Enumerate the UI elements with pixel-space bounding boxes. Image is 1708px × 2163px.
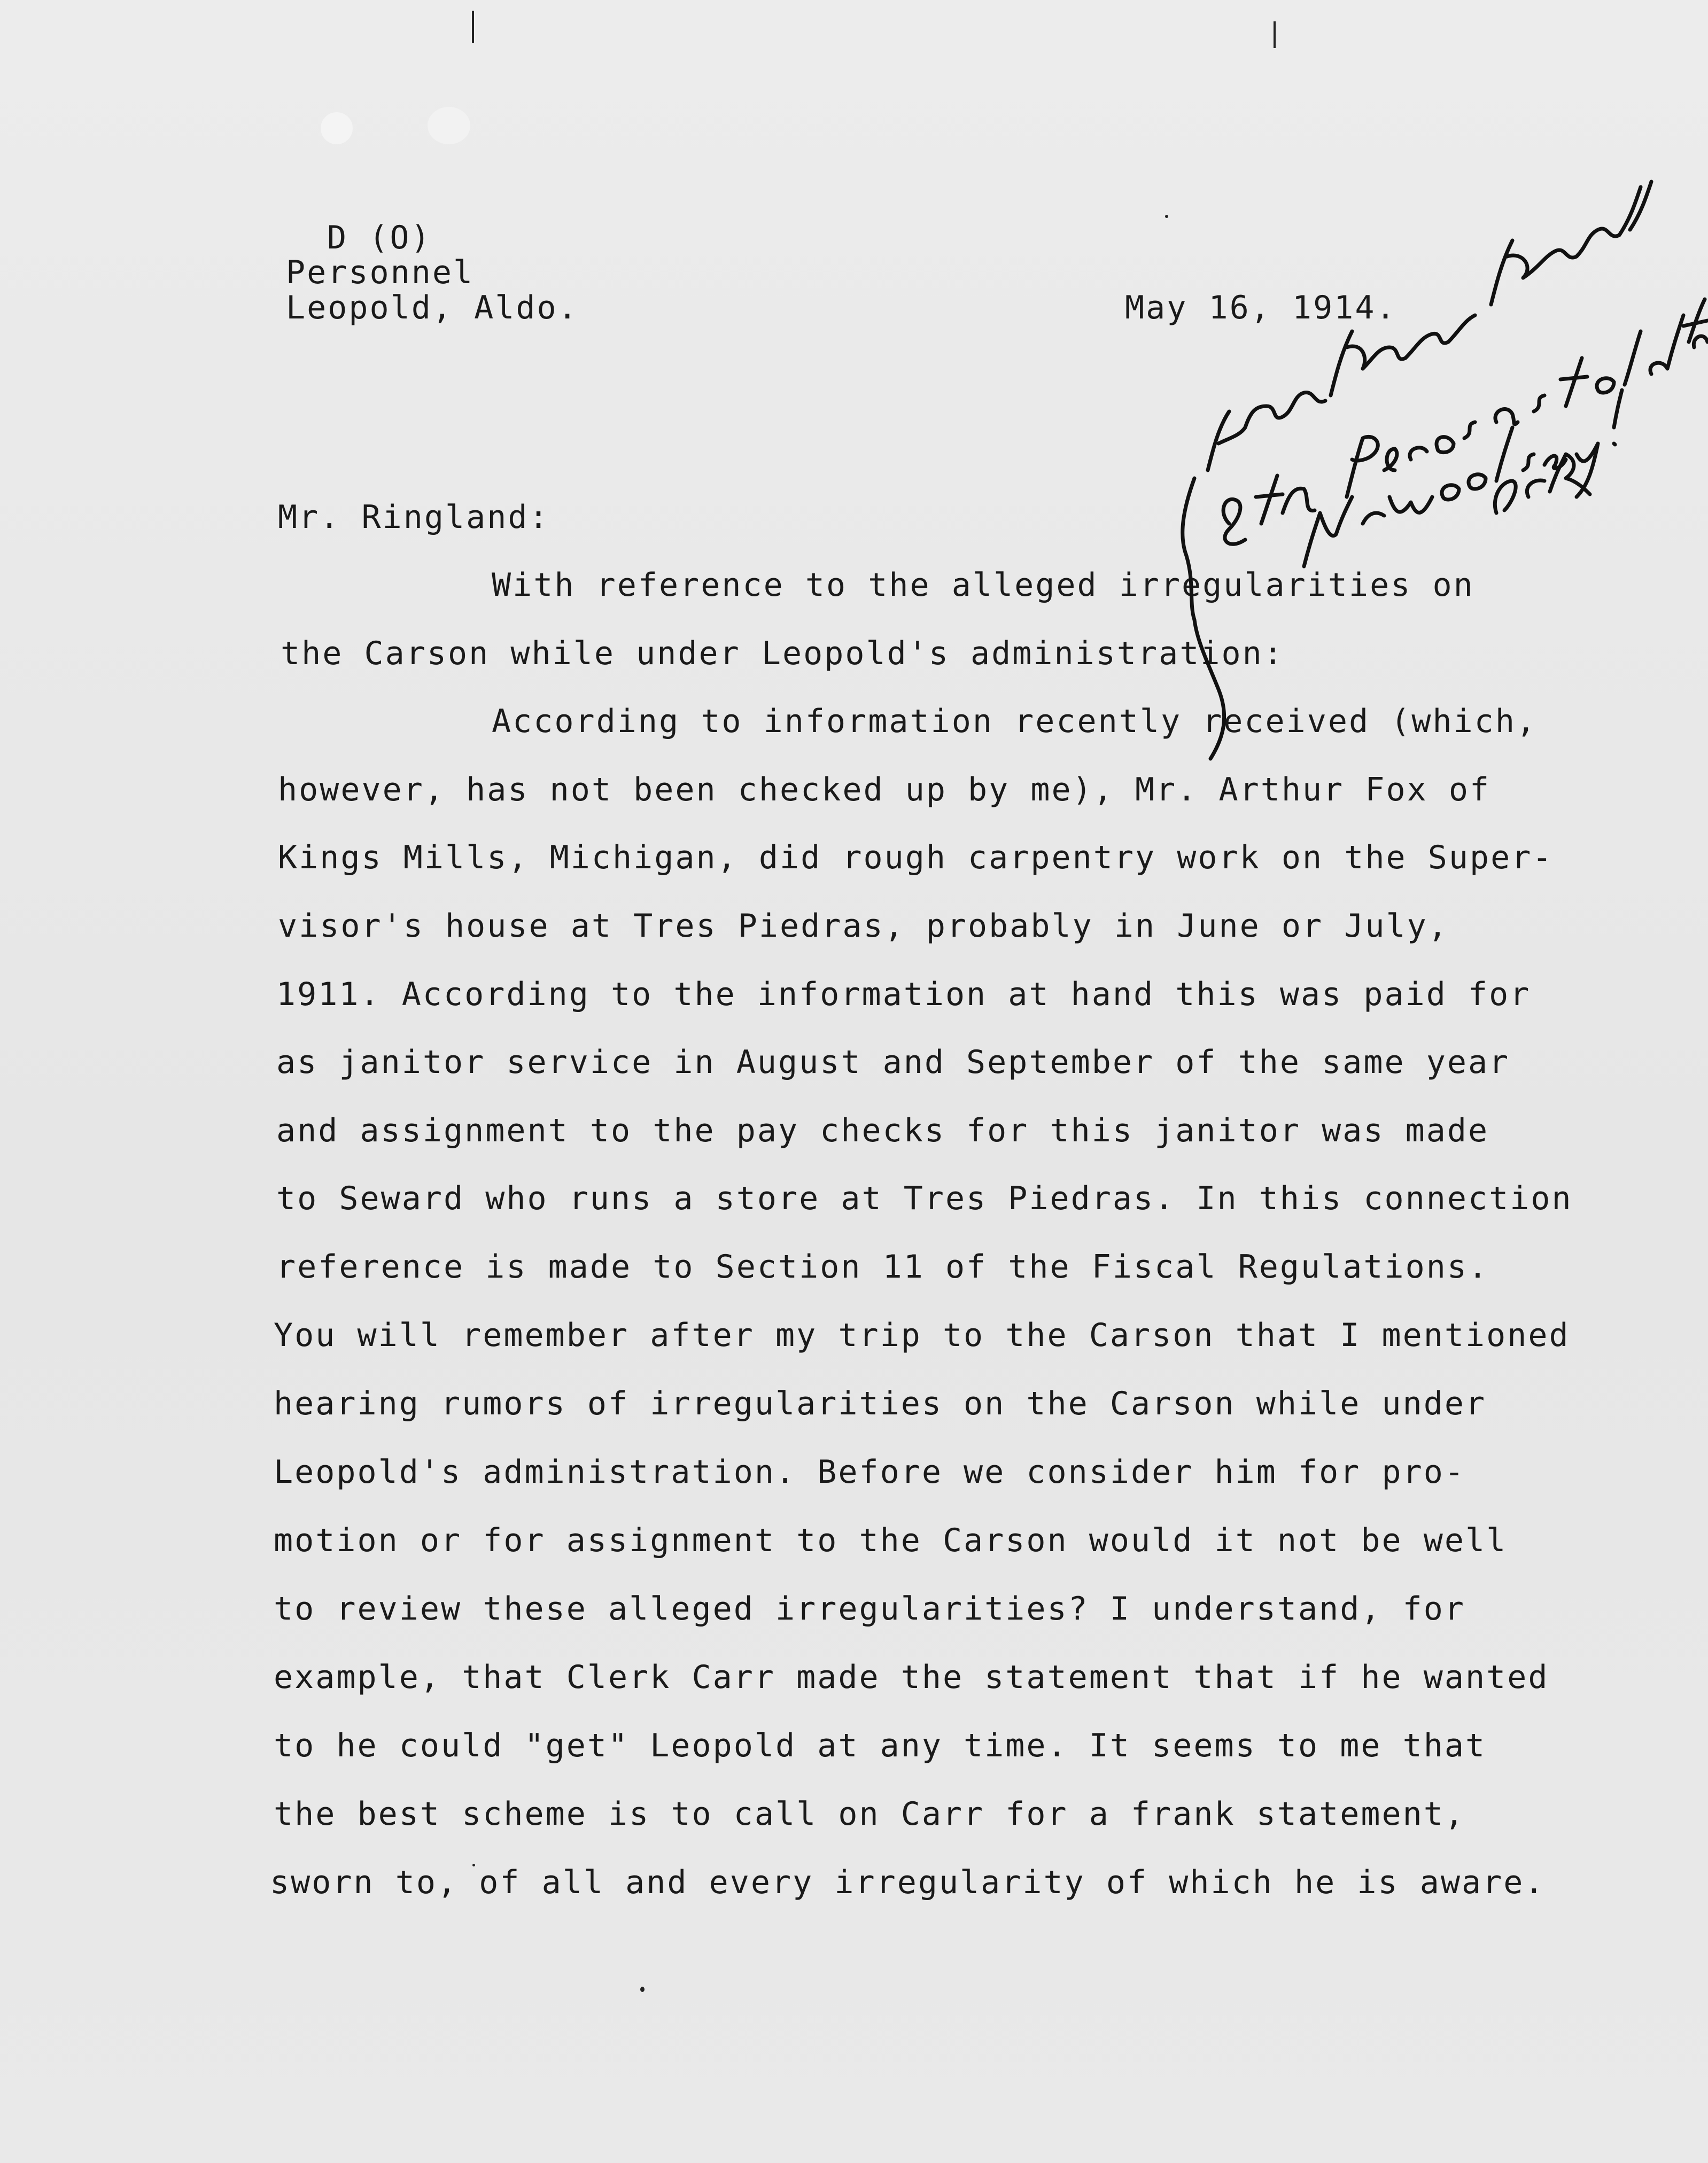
body-line: to he could "get" Leopold at any time. It seems to me that bbox=[274, 1727, 1487, 1764]
file-category: Personnel bbox=[286, 254, 475, 291]
body-line: and assignment to the pay checks for this janitor was made bbox=[276, 1112, 1489, 1149]
body-line: motion or for assignment to the Carson would it not be well bbox=[274, 1522, 1508, 1559]
body-line: the Carson while under Leopold's administration: bbox=[281, 635, 1284, 672]
file-subject: Leopold, Aldo. bbox=[286, 289, 579, 326]
body-line: example, that Clerk Carr made the statement that if he wanted bbox=[274, 1659, 1549, 1696]
body-line: however, has not been checked up by me), Mr. Arthur Fox of bbox=[278, 771, 1491, 808]
body-line: 1911. According to the information at hand this was paid for bbox=[276, 976, 1531, 1013]
letter-date: May 16, 1914. bbox=[1125, 289, 1397, 326]
body-line: With reference to the alleged irregularities on bbox=[492, 566, 1474, 604]
body-line: to Seward who runs a store at Tres Piedras. In this connection bbox=[276, 1180, 1573, 1217]
body-line: reference is made to Section 11 of the Fiscal Regulations. bbox=[276, 1248, 1489, 1286]
body-line: the best scheme is to call on Carr for a frank statement, bbox=[274, 1795, 1466, 1833]
body-line: You will remember after my trip to the Carson that I mentioned bbox=[274, 1317, 1570, 1354]
body-line: Leopold's administration. Before we consider him for pro- bbox=[274, 1453, 1466, 1491]
salutation: Mr. Ringland: bbox=[278, 499, 550, 536]
body-line: to review these alleged irregularities? I understand, for bbox=[274, 1590, 1466, 1628]
body-line: hearing rumors of irregularities on the Carson while under bbox=[274, 1385, 1487, 1422]
file-code: D (O) bbox=[327, 219, 432, 256]
body-line: visor's house at Tres Piedras, probably in June or July, bbox=[278, 907, 1449, 945]
body-line: Kings Mills, Michigan, did rough carpentry work on the Super- bbox=[278, 839, 1554, 876]
body-line: According to information recently received (which, bbox=[492, 703, 1538, 740]
body-line: sworn to, of all and every irregularity of which he is aware. bbox=[270, 1864, 1546, 1901]
body-line: as janitor service in August and September of the same year bbox=[276, 1044, 1510, 1081]
